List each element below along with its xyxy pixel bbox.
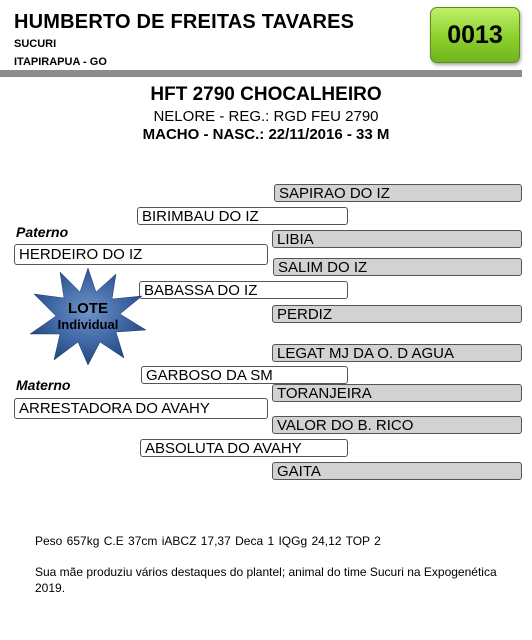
pedigree-great-grandparent: GAITA: [272, 462, 522, 480]
pedigree-great-grandparent: LEGAT MJ DA O. D AGUA: [272, 344, 522, 362]
owner-name: HUMBERTO DE FREITAS TAVARES: [14, 11, 355, 33]
materno-label: Materno: [16, 377, 71, 393]
city-name: ITAPIRAPUA - GO: [14, 56, 107, 68]
header-divider: [0, 70, 522, 77]
pedigree-great-grandparent: VALOR DO B. RICO: [272, 416, 522, 434]
pedigree-maternal-granddam: ABSOLUTA DO AVAHY: [140, 439, 348, 457]
pedigree-great-grandparent: SAPIRAO DO IZ: [274, 184, 522, 202]
lot-number-badge: 0013: [430, 7, 520, 63]
performance-stats: Peso 657kg C.E 37cm iABCZ 17,37 Deca 1 IQGg 24,12 TOP 2: [35, 534, 381, 548]
pedigree-great-grandparent: PERDIZ: [272, 305, 522, 323]
lote-badge-line1: LOTE: [68, 300, 108, 317]
pedigree-great-grandparent: TORANJEIRA: [272, 384, 522, 402]
pedigree-paternal-grandsire: BIRIMBAU DO IZ: [137, 207, 348, 225]
paterno-label: Paterno: [16, 224, 69, 240]
pedigree-great-grandparent: SALIM DO IZ: [273, 258, 522, 276]
pedigree-maternal-grandsire: GARBOSO DA SM: [141, 366, 348, 384]
lote-badge-text: [28, 300, 148, 332]
farm-name: SUCURI: [14, 38, 57, 50]
sex-birth-date: MACHO - NASC.: 22/11/2016 - 33 M: [142, 126, 390, 143]
pedigree-dam: ARRESTADORA DO AVAHY: [14, 398, 268, 419]
breed-registration: NELORE - REG.: RGD FEU 2790: [153, 108, 379, 125]
animal-name: HFT 2790 CHOCALHEIRO: [150, 84, 382, 105]
description-note: Sua mãe produziu vários destaques do plantel; animal do time Sucuri na Expogenética 2019.: [35, 565, 497, 595]
pedigree-sire: HERDEIRO DO IZ: [14, 244, 268, 265]
pedigree-great-grandparent: LIBIA: [272, 230, 522, 248]
lote-badge-line2: Individual: [57, 317, 119, 332]
pedigree-paternal-granddam: BABASSA DO IZ: [139, 281, 348, 299]
